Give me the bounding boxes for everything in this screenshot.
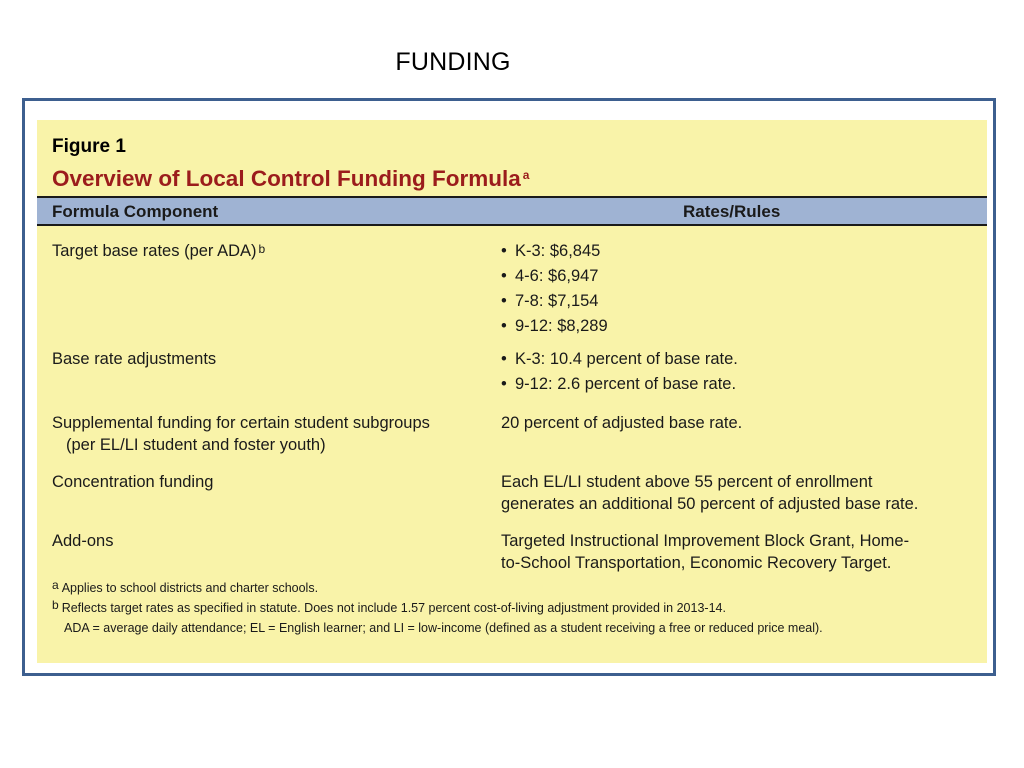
figure-panel: [37, 120, 987, 663]
row-rates: [501, 240, 981, 340]
row-rates: [501, 530, 981, 574]
rate-bullet: [501, 373, 981, 398]
row-rates-line: Targeted Instructional Improvement Block Grant, Home-: [501, 532, 910, 550]
row-component-line: (per EL/LI student and foster youth): [66, 436, 326, 454]
header-formula-component: Formula Component: [52, 202, 219, 221]
row-rates-line: to-School Transportation, Economic Recovery Target.: [501, 554, 892, 572]
footnote-text: Applies to school districts and charter schools.: [61, 581, 319, 595]
bullet-glyph: •: [501, 267, 507, 285]
figure-title-text: Overview of Local Control Funding Formula: [52, 166, 521, 191]
footnote-abbreviations: [52, 618, 977, 638]
bullet-glyph: •: [501, 317, 507, 335]
row-rates-line: Each EL/LI student above 55 percent of enrollment: [501, 473, 873, 491]
row-component-line: Base rate adjustments: [52, 350, 217, 368]
footnote-marker: a: [52, 578, 59, 592]
row-component-line: Supplemental funding for certain student subgroups: [52, 414, 430, 432]
row-footnote-marker: b: [258, 242, 266, 256]
figure-title-footnote-marker: a: [522, 168, 530, 182]
footnote-text: Reflects target rates as specified in statute. Does not include 1.57 percent cost-of-living adjustment provided in 2013-14.: [61, 601, 726, 615]
rate-bullet-text: 4-6: $6,947: [515, 267, 599, 285]
slide-title: FUNDING: [395, 48, 511, 76]
bullet-glyph: •: [501, 350, 507, 368]
row-rates-line: generates an additional 50 percent of adjusted base rate.: [501, 495, 919, 513]
rate-bullet-text: K-3: 10.4 percent of base rate.: [515, 350, 738, 368]
row-component: [52, 348, 492, 370]
footnote-text: ADA = average daily attendance; EL = English learner; and LI = low-income (defined as a student receiving a free or reduced price meal).: [64, 621, 823, 635]
footnote-a: [52, 578, 977, 598]
bullet-glyph: •: [501, 242, 507, 260]
rate-bullet: [501, 265, 981, 290]
row-rates: [501, 412, 981, 434]
figure-footnotes: [52, 578, 977, 638]
row-component: [52, 240, 492, 262]
row-component-line: Target base rates (per ADA): [52, 242, 257, 260]
rate-bullet: [501, 240, 981, 265]
rate-bullet: [501, 290, 981, 315]
bullet-glyph: •: [501, 375, 507, 393]
footnote-b: [52, 598, 977, 618]
figure-label: Figure 1: [52, 136, 126, 157]
table-header: [37, 196, 987, 226]
bullet-glyph: •: [501, 292, 507, 310]
rate-bullet: [501, 348, 981, 373]
rate-bullet-text: 7-8: $7,154: [515, 292, 599, 310]
row-component-line: Concentration funding: [52, 473, 214, 491]
rate-bullet-text: 9-12: 2.6 percent of base rate.: [515, 375, 737, 393]
rate-bullet-text: 9-12: $8,289: [515, 317, 608, 335]
row-rates-line: 20 percent of adjusted base rate.: [501, 414, 743, 432]
header-rates-rules: Rates/Rules: [683, 202, 781, 221]
rate-bullet: [501, 315, 981, 340]
figure-frame: [22, 98, 996, 676]
row-rates: [501, 348, 981, 398]
row-component: [52, 412, 492, 456]
row-component: [52, 471, 492, 493]
figure-title: [52, 166, 529, 192]
row-component-line: Add-ons: [52, 532, 114, 550]
row-component: [52, 530, 492, 552]
rate-bullet-text: K-3: $6,845: [515, 242, 601, 260]
footnote-marker: b: [52, 598, 59, 612]
row-rates: [501, 471, 981, 515]
